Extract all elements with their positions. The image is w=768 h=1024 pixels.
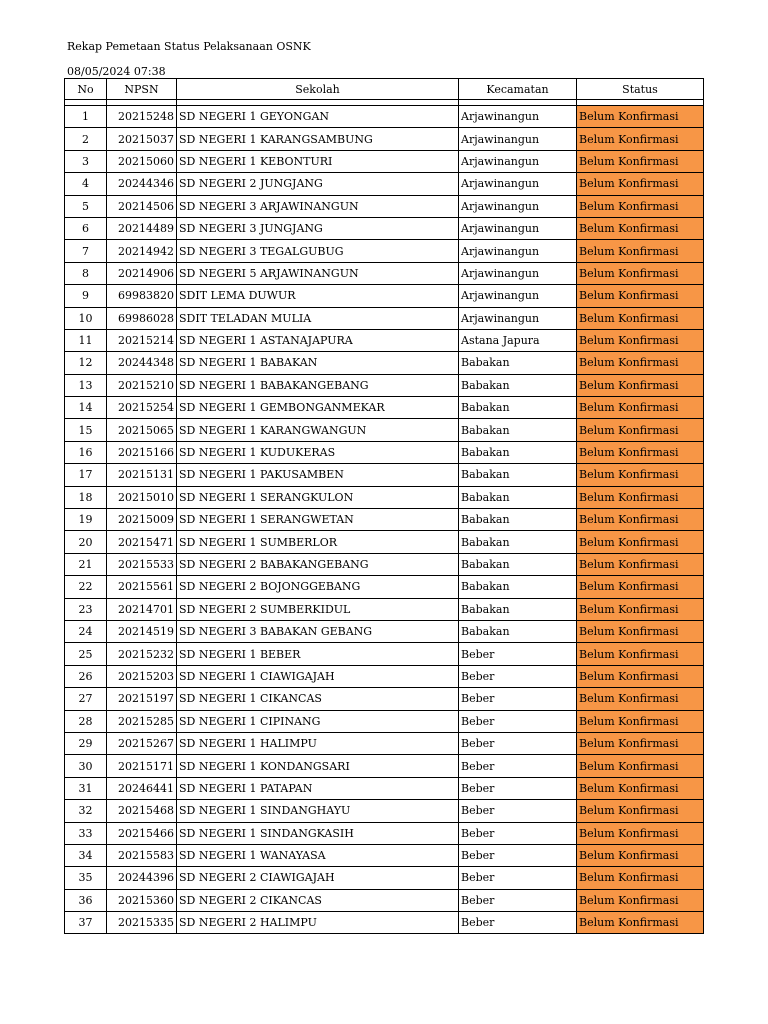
table-row [65,464,704,486]
cell-no: 18 [65,486,107,508]
cell-status: Belum Konfirmasi [577,374,704,396]
table-row [65,844,704,866]
table-row [65,732,704,754]
cell-sekolah: SD NEGERI 1 PATAPAN [177,777,459,799]
cell-status: Belum Konfirmasi [577,643,704,665]
table-row [65,665,704,687]
cell-status: Belum Konfirmasi [577,688,704,710]
cell-sekolah: SD NEGERI 3 ARJAWINANGUN [177,195,459,217]
cell-npsn: 20214506 [107,195,177,217]
cell-kecamatan: Beber [459,755,577,777]
cell-no: 31 [65,777,107,799]
table-row [65,285,704,307]
cell-sekolah: SD NEGERI 1 SERANGWETAN [177,509,459,531]
cell-status: Belum Konfirmasi [577,509,704,531]
cell-no: 36 [65,889,107,911]
cell-kecamatan: Babakan [459,352,577,374]
cell-no: 37 [65,912,107,934]
table-row [65,217,704,239]
table-row [65,106,704,128]
header-no: No [65,79,107,100]
cell-status: Belum Konfirmasi [577,777,704,799]
cell-status: Belum Konfirmasi [577,240,704,262]
cell-kecamatan: Babakan [459,553,577,575]
cell-sekolah: SD NEGERI 1 SERANGKULON [177,486,459,508]
cell-kecamatan: Beber [459,777,577,799]
cell-status: Belum Konfirmasi [577,531,704,553]
cell-sekolah: SD NEGERI 1 CIKANCAS [177,688,459,710]
table-row [65,195,704,217]
cell-sekolah: SD NEGERI 2 HALIMPU [177,912,459,934]
cell-status: Belum Konfirmasi [577,598,704,620]
cell-npsn: 20244396 [107,867,177,889]
cell-sekolah: SD NEGERI 2 CIKANCAS [177,889,459,911]
cell-kecamatan: Babakan [459,509,577,531]
cell-npsn: 20214519 [107,620,177,642]
cell-no: 26 [65,665,107,687]
cell-npsn: 20215468 [107,800,177,822]
cell-sekolah: SD NEGERI 2 JUNGJANG [177,173,459,195]
cell-sekolah: SD NEGERI 2 BOJONGGEBANG [177,576,459,598]
table-row [65,307,704,329]
cell-no: 29 [65,732,107,754]
cell-kecamatan: Beber [459,889,577,911]
table-row [65,173,704,195]
cell-status: Belum Konfirmasi [577,419,704,441]
cell-npsn: 20215254 [107,397,177,419]
cell-kecamatan: Beber [459,822,577,844]
cell-sekolah: SDIT LEMA DUWUR [177,285,459,307]
table-row [65,912,704,934]
cell-npsn: 20215214 [107,329,177,351]
table-row [65,620,704,642]
cell-sekolah: SD NEGERI 1 GEMBONGANMEKAR [177,397,459,419]
cell-no: 15 [65,419,107,441]
cell-kecamatan: Arjawinangun [459,262,577,284]
cell-status: Belum Konfirmasi [577,397,704,419]
cell-npsn: 20215360 [107,889,177,911]
cell-no: 24 [65,620,107,642]
cell-no: 33 [65,822,107,844]
cell-status: Belum Konfirmasi [577,912,704,934]
cell-npsn: 20215171 [107,755,177,777]
cell-no: 20 [65,531,107,553]
cell-npsn: 20215010 [107,486,177,508]
report-title: Rekap Pemetaan Status Pelaksanaan OSNK [67,40,311,53]
cell-no: 17 [65,464,107,486]
cell-no: 16 [65,441,107,463]
table-row [65,688,704,710]
cell-npsn: 69983820 [107,285,177,307]
cell-status: Belum Konfirmasi [577,710,704,732]
cell-sekolah: SD NEGERI 1 GEYONGAN [177,106,459,128]
table-row [65,240,704,262]
cell-no: 6 [65,217,107,239]
cell-kecamatan: Beber [459,912,577,934]
cell-kecamatan: Arjawinangun [459,307,577,329]
cell-kecamatan: Arjawinangun [459,285,577,307]
table-row [65,352,704,374]
cell-kecamatan: Arjawinangun [459,195,577,217]
cell-sekolah: SD NEGERI 1 CIAWIGAJAH [177,665,459,687]
cell-kecamatan: Babakan [459,464,577,486]
cell-kecamatan: Arjawinangun [459,150,577,172]
cell-kecamatan: Beber [459,800,577,822]
cell-status: Belum Konfirmasi [577,173,704,195]
cell-no: 35 [65,867,107,889]
cell-npsn: 20214489 [107,217,177,239]
cell-no: 11 [65,329,107,351]
cell-no: 7 [65,240,107,262]
table-body [65,100,704,934]
cell-sekolah: SD NEGERI 2 BABAKANGEBANG [177,553,459,575]
table-row [65,822,704,844]
cell-npsn: 20215210 [107,374,177,396]
cell-sekolah: SD NEGERI 1 BEBER [177,643,459,665]
cell-status: Belum Konfirmasi [577,553,704,575]
table-row [65,598,704,620]
cell-status: Belum Konfirmasi [577,262,704,284]
cell-status: Belum Konfirmasi [577,486,704,508]
cell-npsn: 69986028 [107,307,177,329]
cell-kecamatan: Arjawinangun [459,128,577,150]
cell-status: Belum Konfirmasi [577,352,704,374]
cell-sekolah: SD NEGERI 3 TEGALGUBUG [177,240,459,262]
cell-no: 14 [65,397,107,419]
cell-sekolah: SD NEGERI 1 BABAKAN [177,352,459,374]
table-row [65,710,704,732]
cell-sekolah: SDIT TELADAN MULIA [177,307,459,329]
cell-no: 12 [65,352,107,374]
cell-no: 13 [65,374,107,396]
cell-no: 23 [65,598,107,620]
table-row [65,867,704,889]
cell-no: 22 [65,576,107,598]
cell-no: 9 [65,285,107,307]
cell-kecamatan: Beber [459,688,577,710]
table-row [65,755,704,777]
cell-npsn: 20215065 [107,419,177,441]
cell-status: Belum Konfirmasi [577,464,704,486]
cell-sekolah: SD NEGERI 1 KEBONTURI [177,150,459,172]
cell-npsn: 20215131 [107,464,177,486]
cell-status: Belum Konfirmasi [577,822,704,844]
cell-no: 1 [65,106,107,128]
cell-kecamatan: Arjawinangun [459,240,577,262]
cell-npsn: 20214701 [107,598,177,620]
table-row [65,419,704,441]
table-row [65,643,704,665]
cell-kecamatan: Babakan [459,598,577,620]
table-row [65,777,704,799]
cell-npsn: 20215285 [107,710,177,732]
cell-no: 10 [65,307,107,329]
cell-sekolah: SD NEGERI 3 JUNGJANG [177,217,459,239]
cell-kecamatan: Beber [459,710,577,732]
cell-npsn: 20215466 [107,822,177,844]
cell-kecamatan: Babakan [459,576,577,598]
table-row [65,531,704,553]
cell-no: 25 [65,643,107,665]
cell-no: 21 [65,553,107,575]
cell-sekolah: SD NEGERI 1 KONDANGSARI [177,755,459,777]
cell-status: Belum Konfirmasi [577,576,704,598]
cell-sekolah: SD NEGERI 1 SUMBERLOR [177,531,459,553]
cell-no: 8 [65,262,107,284]
table-row [65,889,704,911]
cell-status: Belum Konfirmasi [577,844,704,866]
cell-npsn: 20215009 [107,509,177,531]
cell-kecamatan: Arjawinangun [459,217,577,239]
cell-status: Belum Konfirmasi [577,285,704,307]
table-row [65,800,704,822]
cell-npsn: 20215037 [107,128,177,150]
table-row [65,553,704,575]
cell-no: 5 [65,195,107,217]
cell-npsn: 20215583 [107,844,177,866]
cell-npsn: 20215561 [107,576,177,598]
cell-kecamatan: Babakan [459,374,577,396]
cell-no: 34 [65,844,107,866]
table-row [65,441,704,463]
table-row [65,374,704,396]
cell-kecamatan: Babakan [459,397,577,419]
status-table [64,78,704,934]
cell-status: Belum Konfirmasi [577,867,704,889]
table-row [65,486,704,508]
cell-npsn: 20215203 [107,665,177,687]
table-row [65,150,704,172]
cell-kecamatan: Beber [459,665,577,687]
cell-npsn: 20244348 [107,352,177,374]
cell-status: Belum Konfirmasi [577,755,704,777]
cell-no: 30 [65,755,107,777]
cell-status: Belum Konfirmasi [577,106,704,128]
cell-no: 3 [65,150,107,172]
cell-kecamatan: Babakan [459,531,577,553]
cell-status: Belum Konfirmasi [577,889,704,911]
cell-npsn: 20214942 [107,240,177,262]
cell-npsn: 20244346 [107,173,177,195]
cell-sekolah: SD NEGERI 2 CIAWIGAJAH [177,867,459,889]
header-kecamatan: Kecamatan [459,79,577,100]
cell-npsn: 20215471 [107,531,177,553]
cell-status: Belum Konfirmasi [577,732,704,754]
cell-status: Belum Konfirmasi [577,150,704,172]
cell-sekolah: SD NEGERI 1 WANAYASA [177,844,459,866]
cell-sekolah: SD NEGERI 1 KARANGWANGUN [177,419,459,441]
table-row [65,397,704,419]
table-row [65,509,704,531]
cell-npsn: 20215166 [107,441,177,463]
cell-status: Belum Konfirmasi [577,128,704,150]
cell-kecamatan: Arjawinangun [459,173,577,195]
cell-npsn: 20214906 [107,262,177,284]
cell-npsn: 20215533 [107,553,177,575]
cell-kecamatan: Babakan [459,620,577,642]
cell-no: 27 [65,688,107,710]
cell-kecamatan: Beber [459,844,577,866]
cell-npsn: 20215267 [107,732,177,754]
cell-npsn: 20215232 [107,643,177,665]
cell-status: Belum Konfirmasi [577,800,704,822]
cell-kecamatan: Beber [459,867,577,889]
cell-sekolah: SD NEGERI 2 SUMBERKIDUL [177,598,459,620]
table-row [65,128,704,150]
cell-status: Belum Konfirmasi [577,195,704,217]
table-header-row [65,79,704,100]
cell-status: Belum Konfirmasi [577,620,704,642]
cell-sekolah: SD NEGERI 5 ARJAWINANGUN [177,262,459,284]
cell-kecamatan: Babakan [459,419,577,441]
cell-status: Belum Konfirmasi [577,217,704,239]
cell-sekolah: SD NEGERI 1 ASTANAJAPURA [177,329,459,351]
header-status: Status [577,79,704,100]
cell-no: 19 [65,509,107,531]
cell-status: Belum Konfirmasi [577,441,704,463]
header-sekolah: Sekolah [177,79,459,100]
table-row [65,329,704,351]
cell-status: Belum Konfirmasi [577,307,704,329]
cell-no: 28 [65,710,107,732]
report-timestamp: 08/05/2024 07:38 [67,65,166,78]
cell-kecamatan: Babakan [459,441,577,463]
cell-npsn: 20215248 [107,106,177,128]
cell-sekolah: SD NEGERI 1 KUDUKERAS [177,441,459,463]
cell-status: Belum Konfirmasi [577,329,704,351]
cell-no: 32 [65,800,107,822]
cell-kecamatan: Arjawinangun [459,106,577,128]
cell-sekolah: SD NEGERI 3 BABAKAN GEBANG [177,620,459,642]
cell-no: 2 [65,128,107,150]
table-row [65,262,704,284]
cell-npsn: 20246441 [107,777,177,799]
cell-status: Belum Konfirmasi [577,665,704,687]
cell-sekolah: SD NEGERI 1 HALIMPU [177,732,459,754]
cell-sekolah: SD NEGERI 1 PAKUSAMBEN [177,464,459,486]
cell-kecamatan: Beber [459,643,577,665]
cell-sekolah: SD NEGERI 1 CIPINANG [177,710,459,732]
cell-npsn: 20215060 [107,150,177,172]
cell-sekolah: SD NEGERI 1 BABAKANGEBANG [177,374,459,396]
cell-sekolah: SD NEGERI 1 SINDANGKASIH [177,822,459,844]
cell-npsn: 20215197 [107,688,177,710]
cell-kecamatan: Babakan [459,486,577,508]
cell-npsn: 20215335 [107,912,177,934]
cell-kecamatan: Astana Japura [459,329,577,351]
cell-sekolah: SD NEGERI 1 SINDANGHAYU [177,800,459,822]
header-npsn: NPSN [107,79,177,100]
cell-kecamatan: Beber [459,732,577,754]
table-row [65,576,704,598]
cell-sekolah: SD NEGERI 1 KARANGSAMBUNG [177,128,459,150]
cell-no: 4 [65,173,107,195]
